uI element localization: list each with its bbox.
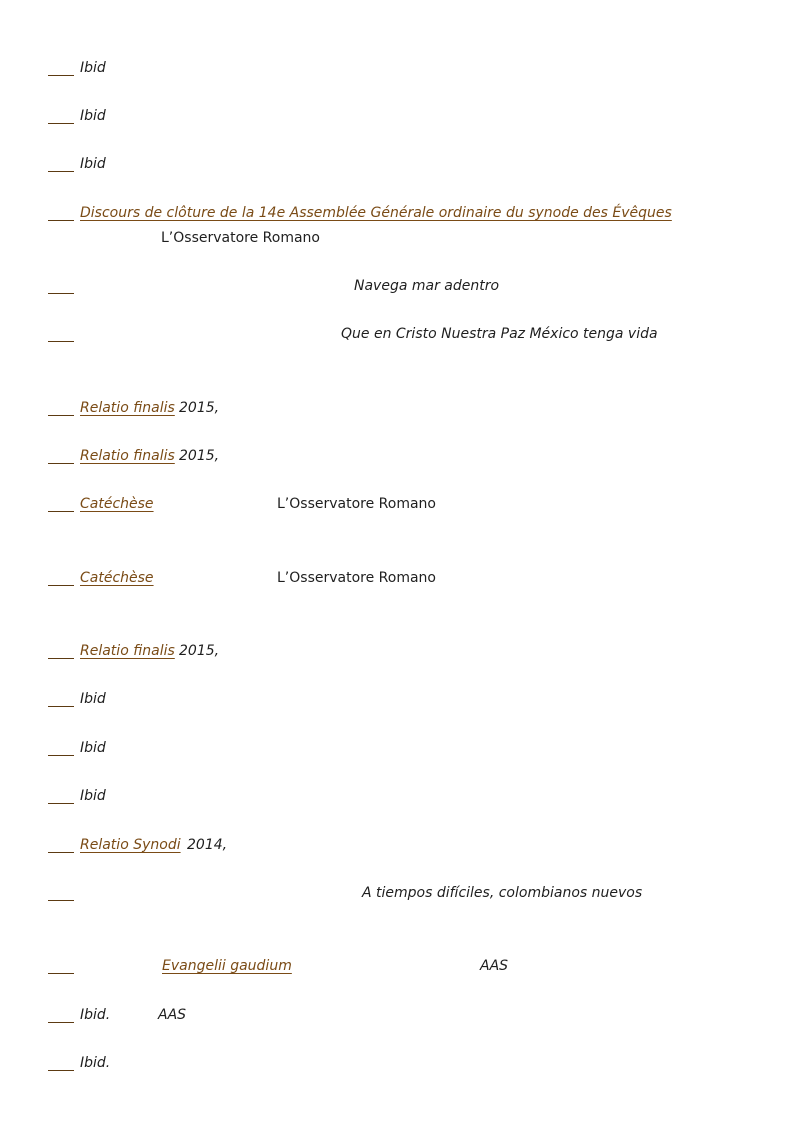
footnote-source-link[interactable]: Discours de clôture de la 14e Assemblée Générale ordinaire du synode des Évêques — [80, 205, 672, 221]
footnote-marker-rule — [48, 123, 74, 124]
footnote — [0, 835, 793, 857]
footnote-publication: L’Osservatore Romano — [277, 570, 436, 586]
footnote-marker-rule — [48, 658, 74, 659]
footnote-source-link[interactable]: Evangelii gaudium — [162, 958, 292, 974]
footnote-source-link[interactable]: Relatio Synodi — [80, 837, 181, 853]
footnote-journal: AAS — [158, 1007, 187, 1023]
footnote-marker-rule — [48, 415, 74, 416]
footnote — [0, 324, 793, 346]
footnote — [0, 446, 793, 468]
footnote-text: Ibid — [80, 60, 106, 76]
footnote-text: Ibid — [80, 156, 106, 172]
footnote-journal: AAS — [480, 958, 509, 974]
footnote-text: Ibid — [80, 740, 106, 756]
footnote-marker-rule — [48, 293, 74, 294]
footnote — [0, 494, 793, 516]
footnote-source-link[interactable]: Catéchèse — [80, 570, 154, 586]
footnote — [0, 786, 793, 808]
footnote-marker-rule — [48, 341, 74, 342]
footnote-marker-rule — [48, 511, 74, 512]
footnote-title: Que en Cristo Nuestra Paz México tenga vida — [341, 326, 658, 342]
footnote-marker-rule — [48, 220, 74, 221]
footnote-marker-rule — [48, 171, 74, 172]
footnote-text: Ibid. — [80, 1055, 111, 1071]
footnote-marker-rule — [48, 900, 74, 901]
footnote — [0, 106, 793, 128]
footnote — [0, 956, 793, 978]
footnote-marker-rule — [48, 755, 74, 756]
footnote — [0, 641, 793, 663]
footnote-marker-rule — [48, 1022, 74, 1023]
footnote — [0, 276, 793, 298]
footnote — [0, 883, 793, 905]
footnote-title: A tiempos difíciles, colombianos nuevos — [362, 885, 643, 901]
footnote-year: 2015, — [179, 400, 220, 416]
footnote-marker-rule — [48, 463, 74, 464]
footnote — [0, 1053, 793, 1075]
footnote — [0, 203, 793, 249]
footnote-year: 2015, — [179, 643, 220, 659]
footnote — [0, 738, 793, 760]
footnote-source-link[interactable]: Relatio finalis — [80, 400, 175, 416]
footnote-source-link[interactable]: Catéchèse — [80, 496, 154, 512]
footnote-text: Ibid — [80, 788, 106, 804]
footnote — [0, 154, 793, 176]
footnote — [0, 568, 793, 590]
footnote-source-link[interactable]: Relatio finalis — [80, 643, 175, 659]
footnote-publication: L’Osservatore Romano — [161, 230, 320, 246]
footnote-text: Ibid. — [80, 1007, 111, 1023]
footnote-marker-rule — [48, 1070, 74, 1071]
footnote-marker-rule — [48, 706, 74, 707]
footnote — [0, 398, 793, 420]
footnote-title: Navega mar adentro — [354, 278, 500, 294]
footnote-marker-rule — [48, 803, 74, 804]
footnote-marker-rule — [48, 585, 74, 586]
footnote-publication: L’Osservatore Romano — [277, 496, 436, 512]
footnote — [0, 1005, 793, 1027]
footnote-year: 2014, — [187, 837, 228, 853]
footnote-text: Ibid — [80, 108, 106, 124]
footnote-source-link[interactable]: Relatio finalis — [80, 448, 175, 464]
footnote-marker-rule — [48, 973, 74, 974]
footnote — [0, 689, 793, 711]
footnote-marker-rule — [48, 75, 74, 76]
footnote-year: 2015, — [179, 448, 220, 464]
footnote-marker-rule — [48, 852, 74, 853]
footnote — [0, 58, 793, 80]
footnote-text: Ibid — [80, 691, 106, 707]
